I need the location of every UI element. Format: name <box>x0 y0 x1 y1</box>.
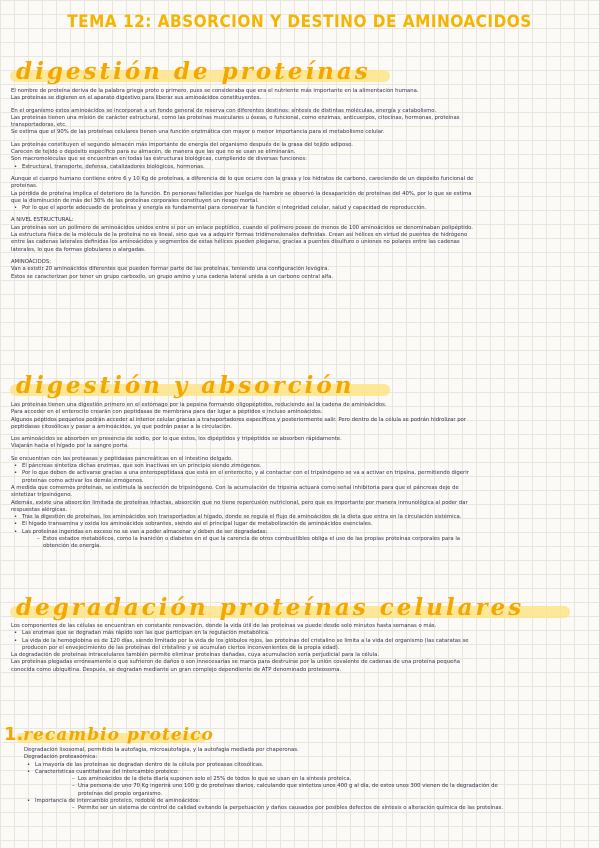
dash-item: obtención de energía. <box>43 543 101 550</box>
text-block-intro <box>11 88 588 281</box>
paragraph-line: Viajarán hacia el hígado por la sangre porta. <box>11 443 129 450</box>
paragraph-line: peptidasas citosólicas y pasar a aminoácidos, ya que podrán pasar a la circulación. <box>11 423 232 430</box>
paragraph-line: Los aminoácidos se absorben en presencia de sodio, por lo que estos, los dipéptidos y tripéptidos se absorben rápidamente. <box>11 436 342 443</box>
bullet-item: • Importancia de intercambio proteico, redoblé de aminoácidos: <box>24 798 588 805</box>
paragraph-line: Los componentes de las células se encuentran en constante renovación, donde la vida útil de las proteínas va puede desde solo minutos hasta semanas o más. <box>11 623 437 629</box>
dash-item: proteínas del propio organismo. <box>78 790 163 797</box>
dash-item: – Permite ser un sistema de control de calidad evitando la perpetuación y daños causados por posibles defectos de síntesis o alteración química de las proteínas. <box>24 805 588 812</box>
paragraph-line: proteínas. <box>11 183 38 190</box>
bullet-item: • La vida de la hemoglobina es de 120 días, siendo limitado por la vida de los glóbulos rojos, las proteínas del cristalino se limita a la vida del organismo (las cataratas se <box>11 638 588 645</box>
paragraph-line: Además, existe una absorción limitada de proteínas intactas, absorción que no tiene repercusión nutricional, pero que es importante por manera inmunológica al poder dar <box>11 499 468 506</box>
page-title: TEMA 12: ABSORCION Y DESTINO DE AMINOACIDOS <box>67 12 532 32</box>
section-heading-digestion-proteins: digestión de proteínas <box>16 58 371 86</box>
paragraph-line: Se estima que el 90% de las proteínas celulares tienen una función enzimática con mayor o menor importancia para el metabolismo celular. <box>11 129 385 136</box>
paragraph-line: La pérdida de proteína implica el deterioro de la función. En personas fallecidas por huelga de hambre se observó la desaparición de proteínas del 40%, por lo que se estima <box>11 190 472 197</box>
text-block-digestion <box>11 402 588 551</box>
paragraph-line: Las proteínas plegadas erróneamente o que sufrieron de daños o son innecesarias se marca para destruirse por la unión covalente de cadenas de una proteína pequeña <box>11 659 460 666</box>
bullet-item: • Por lo que el aporte adecuado de proteínas y energía es fundamental para conservar la función e integridad celular, salud y capacidad de reproducción. <box>11 205 588 212</box>
bullet-item: • Estructural, transporte, defensa, catalizadores biológicos, hormonas. <box>11 164 588 171</box>
paragraph-line: entre las cadenas laterales definidas los aminoácidos y segmentos de estas hélices pueden plegarse, gracias a puentes disulfuro o uniones no polares entre las cadenas <box>11 239 460 246</box>
paragraph-line: Las proteínas tienen una misión de carácter estructural, como las proteínas musculares u óseas, o funcional, como enzimas, anticuerpos, citocinas, hormonas, proteínas <box>11 114 460 121</box>
paragraph-line: A medida que comemos proteínas, se estimula la secreción de tripsinógeno. Con la acumulación de tripsina actuará como señal inhibitoria para que el páncreas deje de <box>11 484 459 491</box>
dash-item: – Los aminoácidos de la dieta diaria suponen solo el 25% de todos lo que se usan en la síntesis proteica. <box>24 776 588 783</box>
bullet-item: • El hígado transamina y oxida los aminoácidos sobrantes, siendo así el principal lugar de metabolización de aminoácidos esenciales. <box>11 521 588 528</box>
bullet-item: • Características cuantitativas del intercambio proteico: <box>24 769 588 776</box>
paragraph-line: Las proteínas se digieren en el aparato digestivo para liberar sus aminoácidos constituyentes. <box>11 95 262 102</box>
paragraph-line: sintetizar tripsinógeno. <box>11 492 73 499</box>
paragraph-line: producen por el envejecimiento de las proteínas del cristalino y se acumulan ciertos inconvenientes de la propia edad). <box>22 644 340 651</box>
dash-item: – Una persona de uno 70 Kg ingerirá uno 100 g de proteínas diarios, calculando que sintetiza unos 400 g al día, de estos unos 300 vienen de la degradación de <box>24 783 588 790</box>
bullet-item: • Las proteínas ingeridas en exceso no se van a poder almacenar y deben de ser degradadas: <box>11 529 588 536</box>
bullet-item: • Las enzimas que se degradan más rápido son las que participan en la regulación metabólica. <box>11 630 588 637</box>
paragraph-line: La degradación de proteínas intracelulares también permite eliminar proteínas dañadas, cuya acumulación sería perjudicial para la célula. <box>11 652 380 659</box>
paragraph-line: Las proteínas son un polímero de aminoácidos unidos entre sí por un enlace peptídico, cuando el polímero posee de menos de 100 aminoácidos se denominaban polipéptido. <box>11 224 473 231</box>
bullet-item: • Tras la digestión de proteínas, los aminoácidos son transportados al hígado, donde se regula el flujo de aminoácidos de la dieta que entra en la circulación sistémica. <box>11 514 588 521</box>
text-block-turnover <box>24 747 588 813</box>
paragraph-line: Para acceder en el enterocito crearán con peptidasas de membrana para dar lugar a péptidos e incluso aminoácidos. <box>11 409 323 416</box>
bullet-item: • La mayoría de las proteínas se degradan dentro de la célula por proteasas citosólicas. <box>24 762 588 769</box>
bullet-item: • Por lo que deben de activarse gracias a una enteropeptidasa que está en el enterocito, y al contactar con el tripsinógeno se va a activar en tripsina, permitiendo digerir <box>11 470 588 477</box>
paragraph-line: laterales, lo que da formas globulares o alargadas. <box>11 246 146 253</box>
paragraph-line: Se encuentran con las proteasas y peptidasas pancreáticas en el intestino delgado. <box>11 455 233 462</box>
paragraph-line: Estos se caracterizan por tener un grupo carboxilo, un grupo amino y una cadena lateral unida a un carbono central alfa. <box>11 273 334 280</box>
paragraph-line: transportadoras, etc. <box>11 122 67 129</box>
paragraph-line: La estructura física de la molécula de la proteína no es lineal, sino que va a adquirir formas tridimensionales definidas. Crean así hélices en virtud de puentes de hidrógeno <box>11 232 468 239</box>
paragraph-line: A NIVEL ESTRUCTURAL: <box>11 217 74 224</box>
paragraph-line: Van a existir 20 aminoácidos diferentes que pueden formar parte de las proteínas, teniendo una configuración levógira. <box>11 266 330 273</box>
paragraph-line: respuestas alérgicas. <box>11 506 68 513</box>
paragraph-line: En el organismo estos aminoácidos se incorporan a un fondo general de reserva con diferentes destinos: síntesis de distintas moléculas, energía y catabolismo. <box>11 107 437 114</box>
paragraph-line: Las proteínas constituyen el segundo almacén más importante de energía del organismo después de la grasa del tejido adiposo. <box>11 141 353 148</box>
paragraph-line: Las proteínas tienen una digestión primero en el estómago por la pepsina formando oligopéptidos, reduciendo así la cadena de aminoácidos. <box>11 402 387 408</box>
paragraph-line: Carecen de tejido o depósito específico para su almacén, de manera que las que no se usan se eliminarán. <box>11 149 296 156</box>
paragraph-line: proteínas como activar los demás zimógenos. <box>22 477 144 484</box>
paragraph-line: Degradación proteasómica: <box>24 754 98 761</box>
bullet-item: • El páncreas sintetiza dichas enzimas, que son inactivas en un principio siendo zimógenos. <box>11 463 588 470</box>
dash-item: – Estos estados metabólicos, como la inanición o diabetes en el que la carencia de otros combustibles obliga el uso de las propias proteínas corporales para la <box>11 536 588 543</box>
paragraph-line: conocida como ubiquitina. Después, se degradan mediante un gran complejo dependiente de ATP denominado proteosoma. <box>11 666 342 673</box>
section-heading-digestion-absorption: digestión y absorción <box>16 372 354 400</box>
paragraph-line: Degradación lisosomal, permitido la autofagia, microautofagia, y la autofagia mediada por chaperonas. <box>24 747 299 753</box>
paragraph-line: Son macromoléculas que se encuentran en todas las estructuras biológicas, cumpliendo de diversas funciones: <box>11 156 307 163</box>
paragraph-line: AMINOÁCIDOS: <box>11 258 51 265</box>
section-heading-degradation: degradación proteínas celulares <box>16 594 524 622</box>
text-block-degradation <box>11 623 588 674</box>
paragraph-line: Aunque el cuerpo humano contiene entre 6 y 10 Kg de proteínas, a diferencia de lo que ocurre con la grasa y los hidratos de carbono, careciendo de un depósito funcional de <box>11 175 474 182</box>
paragraph-line: que la disminución de más del 30% de las proteínas corporales constituyen un riesgo mortal. <box>11 197 259 204</box>
paragraph-line: Algunos péptidos pequeños podrán acceder al interior celular gracias a transportadores específicos y posteriormente salir. Pero dentro de la célula se podrán hidrolizar por <box>11 416 466 423</box>
paragraph-line: El nombre de proteína deriva de la palabra griega proto o primero, pues se consideraba que era el nutriente más importante en la alimentación humana. <box>11 88 419 94</box>
subsection-heading-protein-turnover: 1. recambio proteico <box>4 724 214 745</box>
